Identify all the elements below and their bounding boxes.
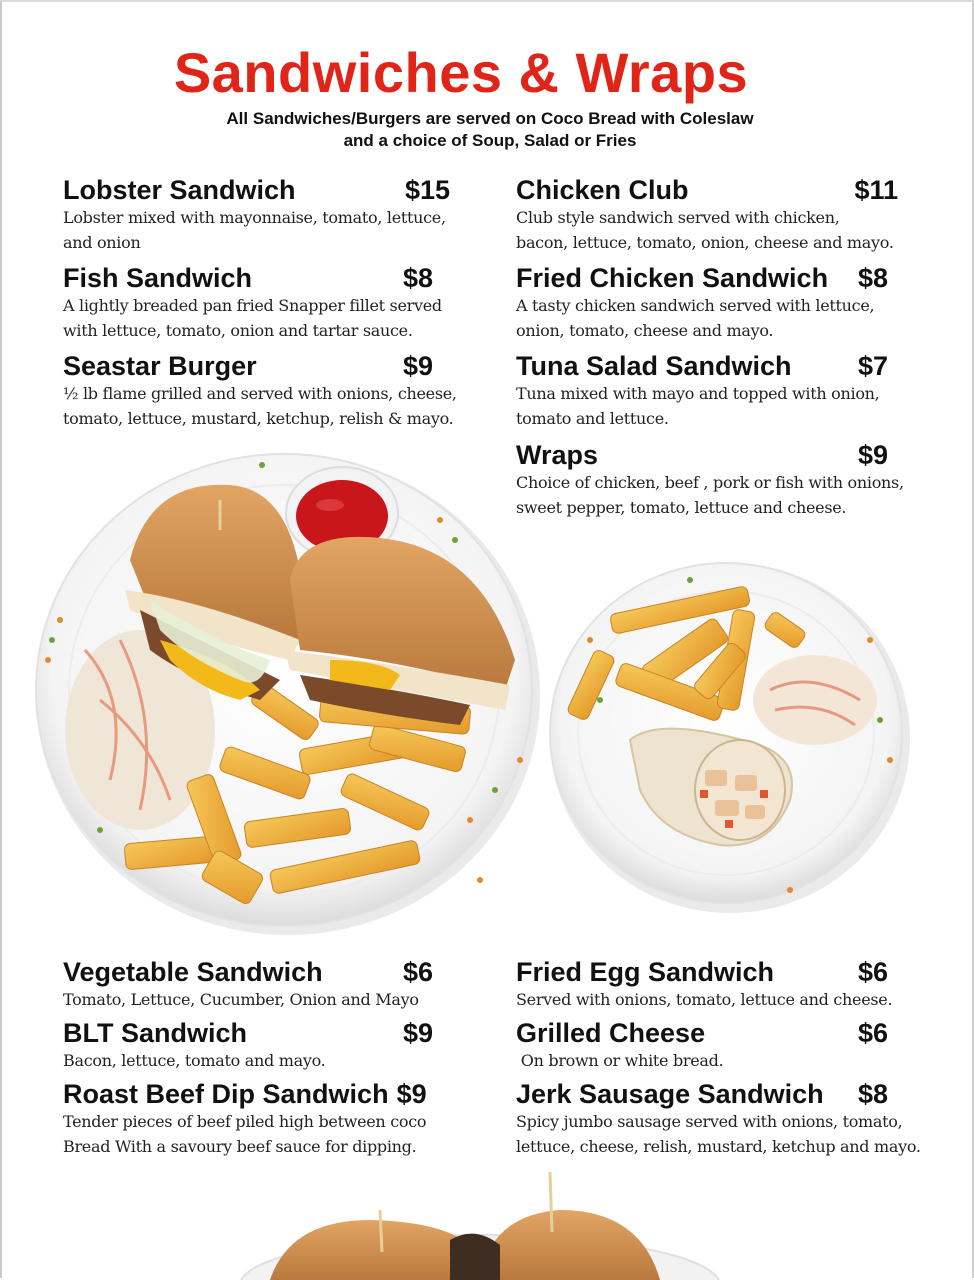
item-description: bacon, lettuce, tomato, onion, cheese and mayo. [516,233,894,252]
item-description: Tender pieces of beef piled high between coco [63,1112,427,1131]
item-description: A tasty chicken sandwich served with lettuce, [516,296,875,315]
item-description: Served with onions, tomato, lettuce and cheese. [516,990,893,1009]
item-name: Grilled Cheese [516,1018,706,1048]
item-price: $8 [857,1079,888,1109]
item-name: Seastar Burger [63,351,257,381]
item-price: $8 [402,263,433,293]
item-price: $9 [402,1018,433,1048]
item-description: tomato, lettuce, mustard, ketchup, relish & mayo. [63,409,454,428]
item-price: $7 [857,351,888,381]
item-name: Jerk Sausage Sandwich [516,1079,824,1109]
item-name: Fish Sandwich [63,263,253,293]
item-price: $15 [404,175,450,205]
item-price: $9 [857,440,888,470]
item-description: and onion [63,233,141,252]
item-name: Vegetable Sandwich [63,957,323,987]
item-description: Club style sandwich served with chicken, [516,208,840,227]
item-description: onion, tomato, cheese and mayo. [516,321,774,340]
item-price: $6 [857,957,888,987]
item-description: sweet pepper, tomato, lettuce and cheese. [516,498,847,517]
item-description: Bacon, lettuce, tomato and mayo. [63,1051,326,1070]
item-description: Bread With a savoury beef sauce for dipping. [63,1137,417,1156]
item-description: Tuna mixed with mayo and topped with onion, [516,384,880,403]
menu-title: Sandwiches & Wraps [173,41,749,104]
item-description: Spicy jumbo sausage served with onions, tomato, [516,1112,903,1131]
item-name: Fried Chicken Sandwich [516,263,829,293]
item-price: $6 [857,1018,888,1048]
item-description: Tomato, Lettuce, Cucumber, Onion and Mayo [63,990,419,1009]
item-description: On brown or white bread. [516,1051,724,1070]
item-description: tomato and lettuce. [516,409,669,428]
item-name: Chicken Club [516,175,689,205]
item-description: lettuce, cheese, relish, mustard, ketchup and mayo. [516,1137,921,1156]
item-price: $11 [854,175,898,205]
subtitle-line-2: and a choice of Soup, Salad or Fries [343,131,637,150]
item-price: $9 [402,351,433,381]
item-price: $6 [402,957,433,987]
item-name: Tuna Salad Sandwich [516,351,792,381]
menu-item-fried-egg-sandwich [516,956,898,1013]
menu-item-blt-sandwich [63,1017,450,1074]
item-name: Roast Beef Dip Sandwich [63,1079,389,1109]
item-price: $8 [857,263,888,293]
burger-plate-photo [36,454,540,935]
item-name: Lobster Sandwich [63,175,296,205]
sandwich-photo-bottom [240,1172,720,1280]
item-name: BLT Sandwich [63,1018,248,1048]
wrap-plate-photo [550,563,910,913]
item-name: Fried Egg Sandwich [516,957,775,987]
item-description: ½ lb flame grilled and served with onions, cheese, [63,384,457,403]
item-description: A lightly breaded pan fried Snapper fillet served [63,296,442,315]
menu-item-vegetable-sandwich [63,956,450,1013]
menu-item-jerk-sausage-sandwich [516,1078,921,1160]
item-description: with lettuce, tomato, onion and tartar sauce. [63,321,413,340]
menu-item-roast-beef-dip-sandwich [63,1078,450,1160]
item-name: Wraps [516,440,599,470]
item-description: Choice of chicken, beef , pork or fish with onions, [516,473,904,492]
item-price: $9 [396,1079,427,1109]
menu-item-grilled-cheese [516,1017,898,1074]
item-description: Lobster mixed with mayonnaise, tomato, lettuce, [63,208,446,227]
subtitle-line-1: All Sandwiches/Burgers are served on Coco Bread with Coleslaw [226,109,754,128]
